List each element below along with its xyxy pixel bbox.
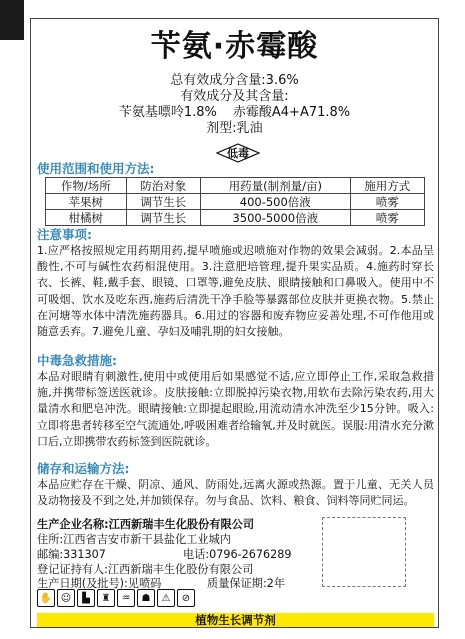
col-crop: 作物/场所	[46, 178, 127, 194]
cell-crop: 苹果树	[46, 194, 127, 210]
table-row	[46, 210, 425, 226]
wear-overalls-icon: ♜	[97, 589, 115, 607]
ingredient-a: 苄氨基嘌呤1.8%	[118, 105, 217, 120]
col-target: 防治对象	[126, 178, 200, 194]
ingredient-b: 赤霉酸A4+A71.8%	[232, 105, 351, 120]
producer-label: 生产企业名称:	[37, 518, 109, 531]
notes-text: 1.应严格按照规定用药期用药,提早喷施或迟喷施对作物的效果会减弱。2.本品呈酸性,不可与碱性农药相混使用。3.注意肥培管理,提升果实品质。4.施药时穿长衣、长裤、鞋,戴手套、眼镜、口罩等,避免皮肤、眼睛接触和口鼻吸入。使用中不可吸烟、饮水及吃东西,施药后清洗干净手脸等暴露部位皮肤并更换衣物。5.禁止在河塘等水体中清洗施药器具。6.用过的容器和废弃物应妥善处理,不可作他用或随意丢弃。7.避免儿童、孕妇及哺乳期的妇女接触。	[37, 244, 434, 339]
cell-dosage: 400-500倍液	[201, 194, 350, 210]
harmful-to-livestock-icon: ⊘	[177, 589, 195, 607]
wash-after-use-icon: ♒	[117, 589, 135, 607]
cell-crop: 柑橘树	[46, 210, 127, 226]
usage-table	[45, 177, 425, 226]
ingredients-line	[31, 105, 438, 121]
batch-code-box	[322, 517, 406, 587]
pesticide-label	[30, 18, 439, 628]
cell-target: 调节生长	[126, 194, 200, 210]
toxicity-mark	[216, 143, 260, 163]
producer-line	[37, 518, 254, 532]
cell-method: 喷雾	[350, 194, 424, 210]
cell-target: 调节生长	[126, 210, 200, 226]
production-date: 生产日期(及批号):见喷码	[37, 577, 162, 590]
producer-name: 江西新瑞丰生化股份有限公司	[108, 518, 255, 531]
firstaid-text: 本品对眼睛有刺激性,使用中或使用后如果感觉不适,应立即停止工作,采取急救措施,并携带标签送医就诊。皮肤接触:立即脱掉污染衣物,用软布去除污染农药,用大量清水和肥皂冲洗。眼睛接触:立即提起眼睑,用流动清水冲洗至少15分钟。吸入:立即将患者转移至空气流通处,呼吸困难者给输氧,并及时就医。误服:用清水充分漱口后,立即携带农药标签到医院就诊。	[37, 370, 434, 448]
storage-heading: 储存和运输方法:	[37, 461, 130, 476]
product-title: 苄氨·赤霉酸	[150, 29, 319, 64]
notes-heading: 注意事项:	[37, 227, 92, 242]
phone: 电话:0796-2676289	[183, 548, 292, 561]
table-header-row	[46, 178, 425, 194]
wear-gloves-icon: ✋	[37, 589, 55, 607]
keep-from-children-icon: ☗	[137, 589, 155, 607]
harmful-to-fish-icon: ⚠	[157, 589, 175, 607]
table-row	[46, 194, 425, 210]
col-dosage: 用药量(制剂量/亩)	[201, 178, 350, 194]
usage-heading: 使用范围和使用方法:	[37, 161, 155, 176]
cell-method: 喷雾	[350, 210, 424, 226]
warranty: 质量保证期:2年	[207, 577, 286, 590]
address: 住所:江西省吉安市新干县盐化工业城内	[37, 533, 231, 546]
wear-boots-icon: ▙	[77, 589, 95, 607]
safety-pictograms	[37, 589, 329, 607]
storage-text: 本品应贮存在干燥、阴凉、通风、防雨处,远离火源或热源。置于儿童、无关人员及动物接及不到之处,并加锁保存。勿与食品、饮料、粮食、饲料等同贮同运。	[37, 478, 434, 508]
corner-block	[0, 0, 24, 40]
postcode: 邮编:331307	[37, 548, 106, 561]
wear-mask-icon: ☺	[57, 589, 75, 607]
ingredients-heading: 有效成分及其含量:	[180, 89, 289, 104]
col-method: 施用方式	[350, 178, 424, 194]
total-content: 总有效成分含量:3.6%	[170, 73, 299, 88]
cell-dosage: 3500-5000倍液	[201, 210, 350, 226]
toxicity-text: 低毒	[227, 147, 249, 160]
firstaid-heading: 中毒急救措施:	[37, 353, 117, 368]
category-footer: 植物生长调节剂	[37, 613, 434, 627]
formulation: 剂型:乳油	[206, 121, 263, 136]
registrant: 登记证持有人:江西新瑞丰生化股份有限公司	[37, 563, 254, 576]
